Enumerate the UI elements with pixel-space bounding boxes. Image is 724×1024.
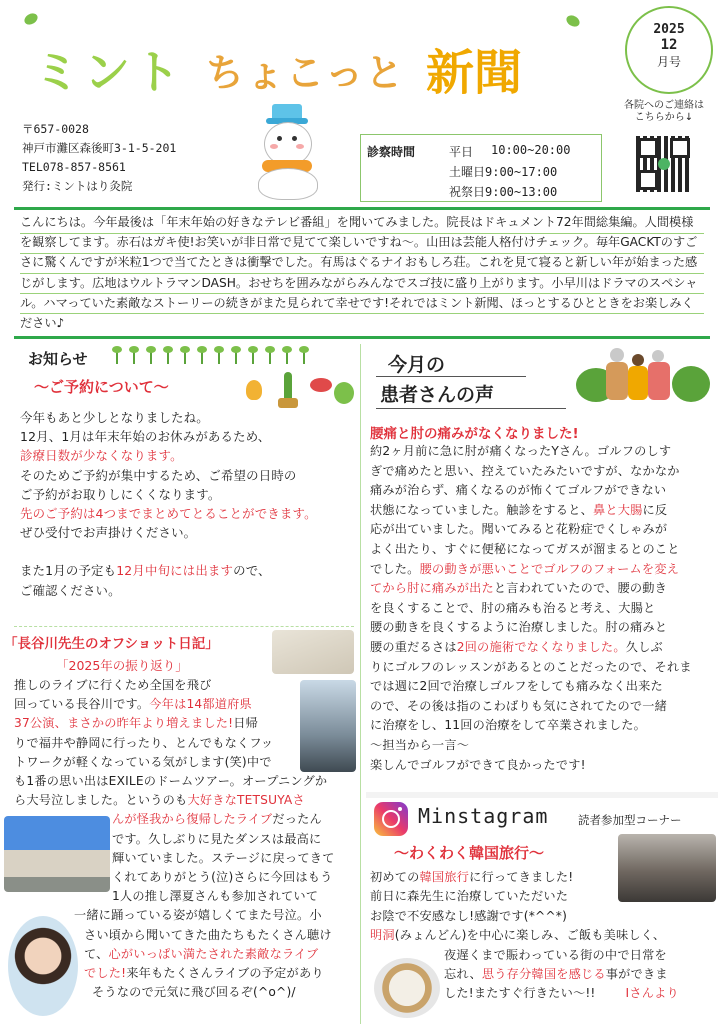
postal-code: 〒657-0028 bbox=[22, 122, 89, 136]
voice-section bbox=[366, 344, 718, 784]
telephone[interactable]: TEL078-857-8561 bbox=[22, 160, 126, 174]
sprout-row bbox=[112, 346, 316, 368]
title-mint: ミント bbox=[34, 45, 184, 99]
divider bbox=[376, 408, 566, 409]
title-news: 新聞 bbox=[426, 45, 523, 101]
notice-body: 今年もあと少しとなりましたね。 12月、1月は年末年始のお休みがあるため、 診療日数が少なくなります。 そのためご予約が集中するため、ご希望の日時の ご予約がお取りしにくくなります。 先のご予約は4つまでまとめてとることができます。 ぜひ受付でお声掛けください。 また1月の予定も12月中旬には出ますので、 ご確認ください。 bbox=[20, 410, 317, 598]
minstagram-tag: 読者参加型コーナー bbox=[578, 813, 682, 827]
minstagram-subheading: 〜わくわく韓国旅行〜 bbox=[394, 844, 545, 862]
notice-heading: お知らせ bbox=[28, 350, 88, 368]
issue-year: 2025 bbox=[653, 22, 685, 37]
sprout-icon bbox=[197, 346, 207, 364]
column-divider bbox=[360, 344, 361, 1024]
hours-weekday-label: 平日 bbox=[449, 145, 474, 159]
sprout-icon bbox=[231, 346, 241, 364]
intro-text: こんにちは。今年最後は「年末年始の好きなテレビ番組」を聞いてみました。院長はドキュメント72年間総集編。人間模様を観察してます。赤石はガキ使!お笑いが非日常で見てて楽しいですね〜。山田は芸能人格付けチェック。毎年GACKTのすごさに驚くんですが米粒1つで当てたときは衝撃でした。有馬はぐるナイおもしろ荘。これを見て寝ると新しい年が始まった感じがします。広地はウルトラマンDASH。おせちを囲みながらみんなでスゴ技に盛り上がります。小早川はドラマのスペシャル。ハマっていた素敵なストーリーの続きがまた見られて幸せです!それではミント新聞、ほっとするひとときをお楽しみください♪ bbox=[20, 215, 698, 331]
publisher: 発行:ミントはり灸院 bbox=[22, 179, 133, 193]
sprout-icon bbox=[282, 346, 292, 364]
instagram-icon[interactable] bbox=[374, 802, 408, 836]
diary-body: 推しのライブに行くため全国を飛び 回っている長谷川です。今年は14都道府県 37公演、まさかの昨年より増えました!日帰 りで福井や静岡に行ったり、とんでもなくフッ トワークが軽くなっている気がします(笑)中で も1番の思い出はEXILEのドームツアー。オープニングか ら大号泣しました。というのも大好きなTETSUYAさ んが怪我から復帰したライブだったん です。久しぶりに見たダンスは最高に 輝いていました。ステージに戻ってきて くれてありがとう(泣)さらに今回はもう 1人の推し澤夏さんも参加されていて 一緒に踊っている姿が嬉しくてまた号泣。小 さい頃から聞いてきた曲たちもたくさん聴け て、心がいっぱい満たされた素敵なライブ でした!来年もたくさんライブの予定があり そうなので元気に飛び回るぞ(^o^)/ bbox=[14, 678, 335, 1000]
voice-body: 約2ヶ月前に急に肘が痛くなったYさん。ゴルフのしす ぎで痛めたと思い、控えていたみたいですが、なかなか 痛みが治らず、痛くなるのが怖くてゴルフができない 状態になっていました。触診をすると、鼻と大腸に反 応が出ていました。聞いてみると花粉症でくしゃみが よく出たり、すぐに便秘になってガスが溜まるとのこと でした。腰の動きが悪いことでゴルフのフォームを変え てから肘に痛みが出たと言われていたので、腰の動き を良くすることで、肘の痛みも治ると考え、大腸と 腰の動きを良くするように治療しました。肘の痛みと 腰の重だるさは2回の施術でなくなりました。久しぶ りにゴルフのレッスンがあるとのことだったので、それま では週に2回で治療しゴルフをしても痛みなく出来た ので、その後は指のこわばりも気にされてたので一緒 に治療をし、11回の治療をして卒業されました。 〜担当から一言〜 楽しんでゴルフができて良かったです! bbox=[370, 444, 692, 772]
sprout-icon bbox=[180, 346, 190, 364]
voice-heading-2: 患者さんの声 bbox=[380, 384, 495, 406]
title-chotto: ちょこっと bbox=[206, 51, 406, 95]
sprout-icon bbox=[146, 346, 156, 364]
masthead bbox=[28, 30, 608, 100]
notice-section bbox=[14, 342, 354, 622]
divider bbox=[20, 253, 704, 254]
contact-note: 各院へのご連絡は こちらから↓ bbox=[624, 100, 704, 123]
issue-suffix: 月号 bbox=[656, 55, 681, 69]
issue-month: 12 bbox=[660, 37, 678, 53]
divider bbox=[14, 207, 710, 210]
sprout-icon bbox=[265, 346, 275, 364]
address: 神戸市灘区森後町3-1-5-201 bbox=[22, 141, 177, 155]
minstagram-body: 初めての韓国旅行に行ってきました! 前日に森先生に治療していただいた お陰で不安感なし!感謝です(*^^*) 明洞(みょんどん)を中心に楽しみ、ご飯も美味しく、 夜遅くまで賑わっている街の中で日常を 忘れ、思う存分韓国を感じる事ができま した!またすぐ行きたい〜!! Iさんより bbox=[370, 870, 679, 1001]
sprout-icon bbox=[163, 346, 173, 364]
minstagram-signature: Iさんより bbox=[625, 986, 679, 1001]
leaf-icon bbox=[22, 11, 39, 27]
notice-subheading: 〜ご予約について〜 bbox=[34, 378, 169, 396]
sprout-icon bbox=[299, 346, 309, 364]
qr-code[interactable] bbox=[636, 136, 692, 192]
divider bbox=[20, 313, 704, 314]
divider bbox=[14, 336, 710, 339]
new-year-decoration bbox=[246, 372, 356, 412]
divider bbox=[20, 233, 704, 234]
hours-box bbox=[360, 134, 602, 202]
voice-title: 腰痛と肘の痛みがなくなりました! bbox=[370, 426, 579, 442]
hours-holiday: 祝祭日9:00~13:00 bbox=[449, 185, 558, 199]
divider bbox=[376, 376, 526, 377]
hours-weekday-time: 10:00~20:00 bbox=[491, 143, 571, 157]
leaf-icon bbox=[564, 13, 581, 29]
diary-section bbox=[4, 630, 356, 1024]
voice-heading-1: 今月の bbox=[388, 354, 446, 376]
sprout-icon bbox=[112, 346, 122, 364]
sprout-icon bbox=[248, 346, 258, 364]
divider bbox=[20, 273, 704, 274]
hours-saturday: 土曜日9:00~17:00 bbox=[449, 165, 558, 179]
issue-badge bbox=[625, 6, 713, 94]
snowman-illustration bbox=[250, 104, 324, 200]
minstagram-separator bbox=[366, 792, 718, 798]
minstagram-section bbox=[366, 792, 718, 1024]
diary-subheading: 「2025年の振り返り」 bbox=[56, 658, 188, 673]
sprout-icon bbox=[214, 346, 224, 364]
divider bbox=[14, 626, 354, 627]
sprout-icon bbox=[129, 346, 139, 364]
minstagram-brand: Minstagram bbox=[418, 804, 549, 828]
concert-crowd-photo bbox=[272, 630, 354, 674]
divider bbox=[20, 293, 704, 294]
diary-heading: 「長谷川先生のオフショット日記」 bbox=[4, 636, 219, 652]
family-illustration bbox=[576, 344, 710, 406]
hours-label: 診察時間 bbox=[367, 145, 416, 159]
clinic-info bbox=[22, 120, 176, 196]
